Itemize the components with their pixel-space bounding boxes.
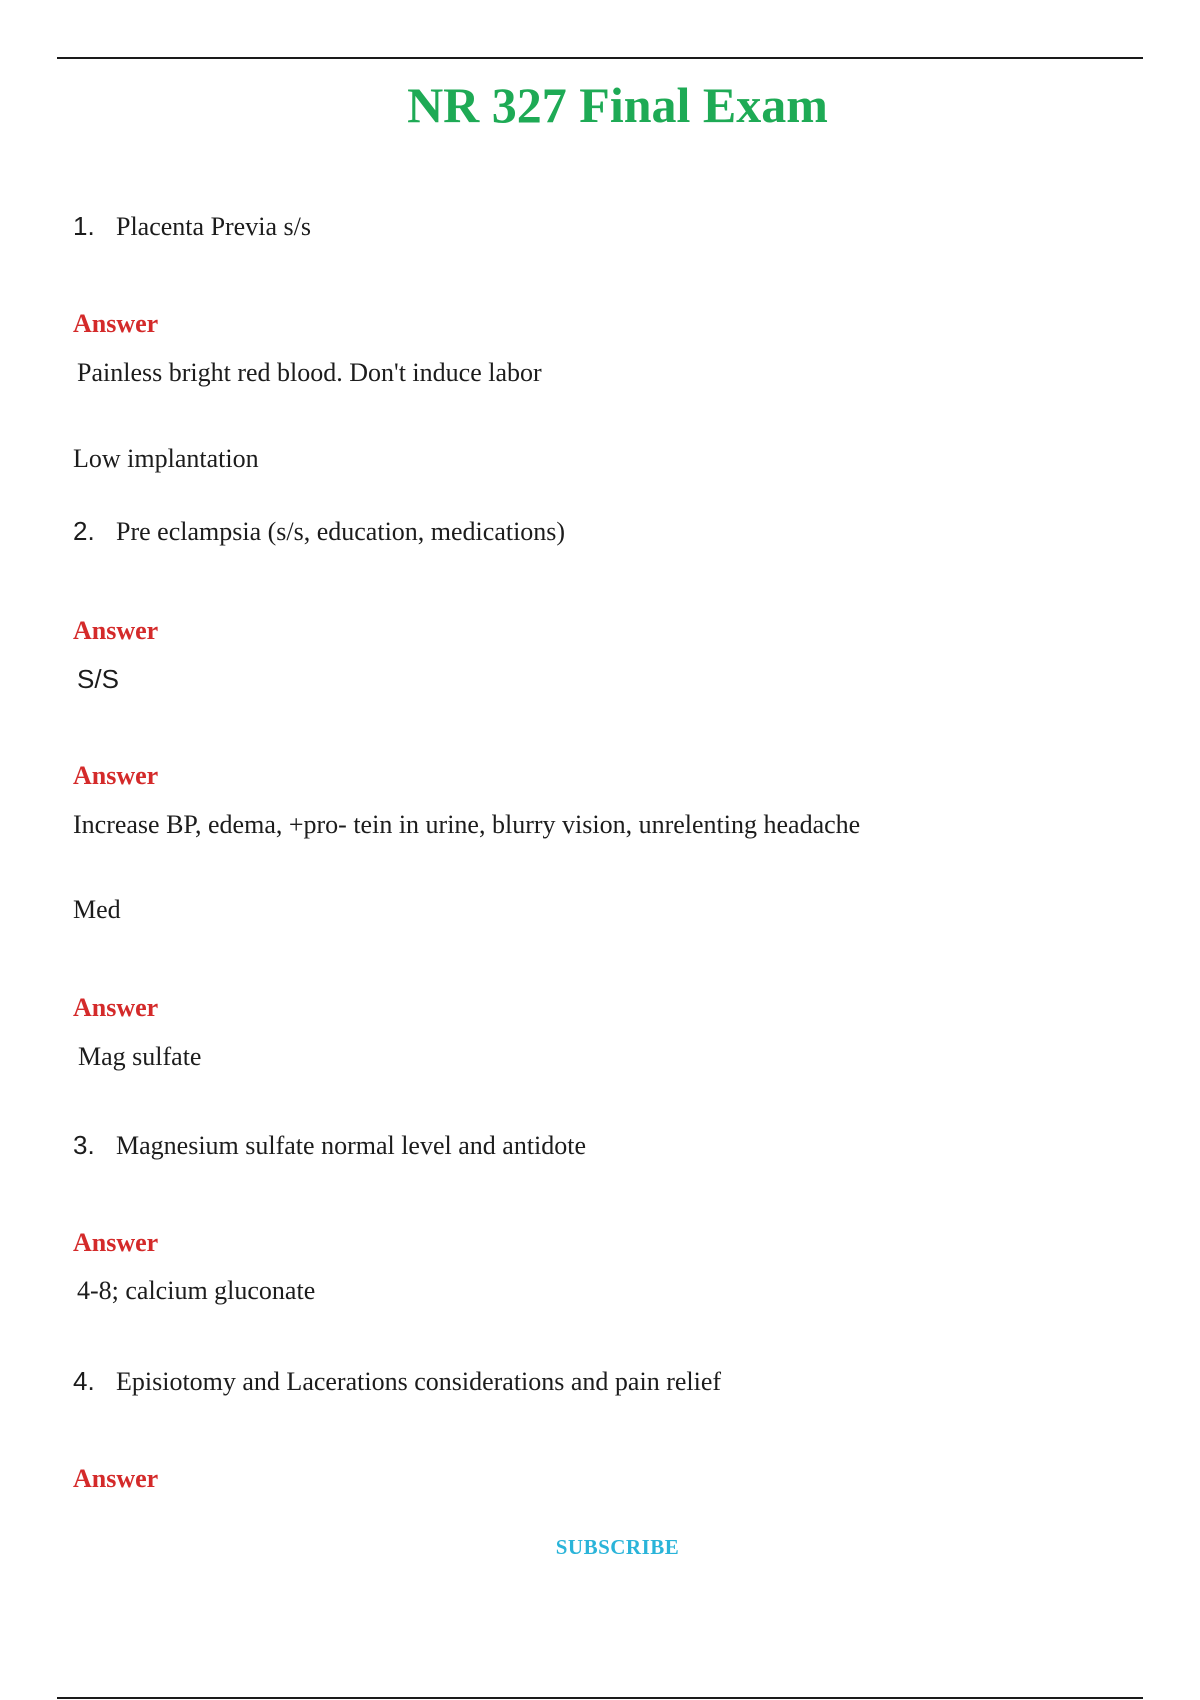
answer-text: Low implantation [73, 444, 259, 473]
question-text: Pre eclampsia (s/s, education, medications) [116, 517, 566, 546]
question-1 [73, 209, 311, 244]
answer-label: Answer [73, 616, 159, 645]
answer-label: Answer [73, 761, 159, 790]
answer-label: Answer [73, 309, 159, 338]
answer-text: Increase BP, edema, +pro- tein in urine, blurry vision, unrelenting headache [73, 810, 861, 839]
answer-text: Mag sulfate [78, 1042, 202, 1071]
answer-label: Answer [73, 1464, 159, 1493]
answer-text: S/S [77, 664, 119, 694]
question-text: Placenta Previa s/s [116, 212, 311, 241]
answer-text: 4-8; calcium gluconate [77, 1276, 316, 1305]
question-4 [73, 1364, 721, 1399]
answer-label: Answer [73, 1228, 159, 1257]
bottom-rule [57, 1697, 1143, 1699]
answer-text: Med [73, 895, 121, 924]
question-2 [73, 514, 565, 549]
document-title: NR 327 Final Exam [407, 77, 828, 133]
question-number: 2. [73, 516, 95, 546]
question-number: 3. [73, 1130, 95, 1160]
subscribe-link[interactable]: SUBSCRIBE [555, 1535, 680, 1559]
answer-label: Answer [73, 993, 159, 1022]
top-rule [57, 57, 1143, 59]
question-3 [73, 1128, 586, 1163]
question-text: Episiotomy and Lacerations considerations and pain relief [116, 1367, 722, 1396]
question-number: 1. [73, 211, 95, 241]
question-text: Magnesium sulfate normal level and antidote [116, 1131, 587, 1160]
question-number: 4. [73, 1366, 95, 1396]
answer-text: Painless bright red blood. Don't induce labor [77, 358, 542, 387]
